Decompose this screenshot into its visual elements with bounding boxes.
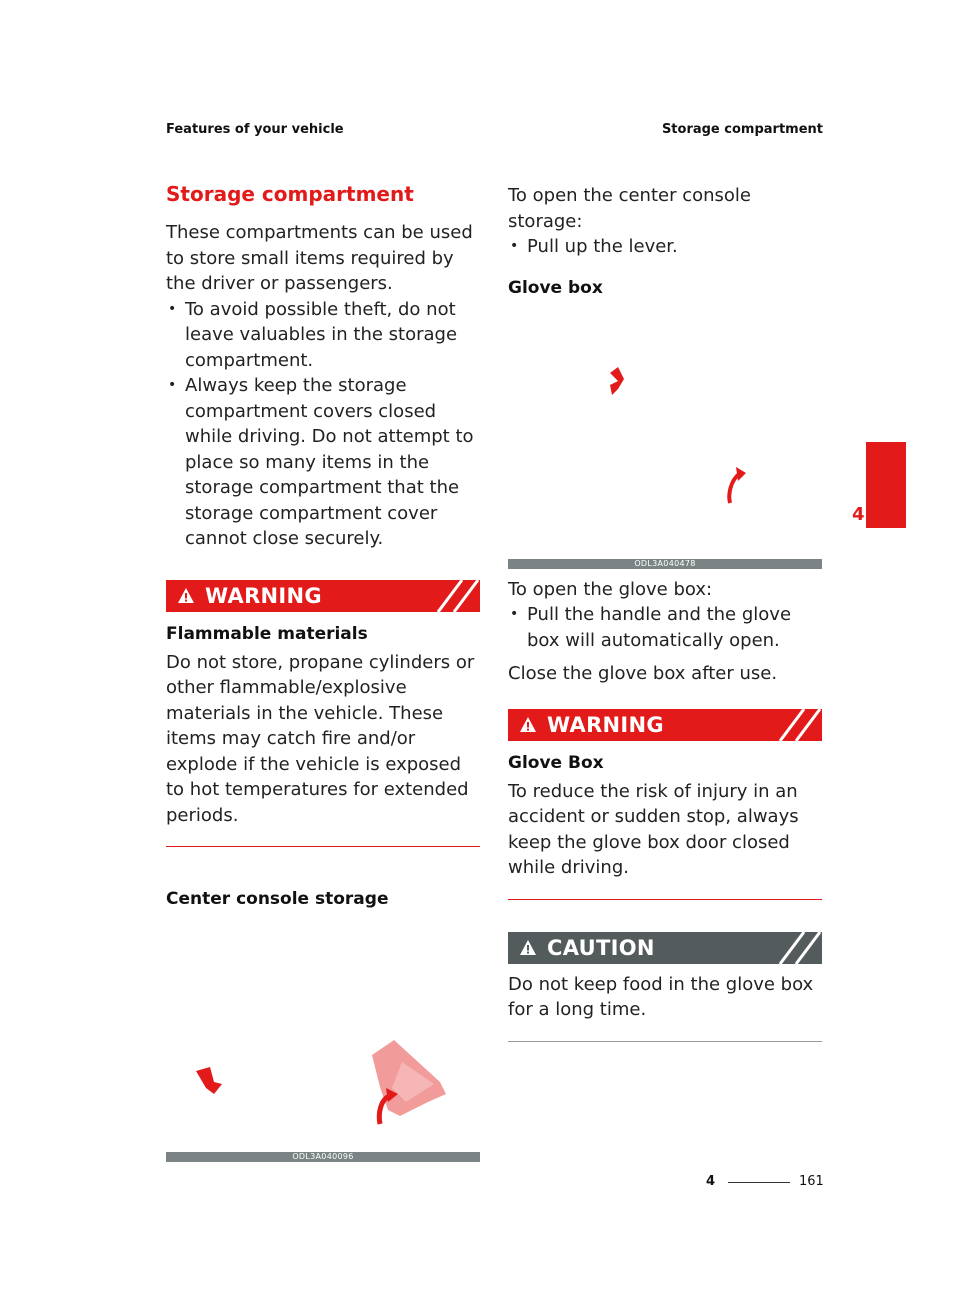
center-console-intro: To open the center console storage: (508, 185, 751, 232)
warning-text: To reduce the risk of injury in an accident or sudden stop, always keep the glove box door closed while driving. (508, 780, 799, 878)
storage-intro: These compartments can be used to store small items required by the driver or passengers. (166, 222, 473, 294)
storage-bullet-list (166, 297, 480, 552)
warning-icon (166, 587, 195, 604)
center-console-title: Center console storage (166, 889, 389, 909)
warning-text: Do not store, propane cylinders or other flammable/explosive materials in the vehicle. These items may catch fire and/or explode if the vehicle is exposed to hot temperatures for extended periods. (166, 651, 475, 826)
warning-title: Flammable materials (166, 623, 368, 644)
center-console-bullet-list (508, 234, 822, 260)
list-item: • Pull up the lever. (508, 234, 822, 260)
glove-box-figure (508, 301, 822, 577)
list-item: • To avoid possible theft, do not leave valuables in the storage compartment. (166, 297, 480, 374)
right-column (508, 183, 822, 1042)
caution-end-rule (508, 1041, 822, 1042)
warning-icon (508, 716, 537, 733)
caution-banner (508, 932, 822, 964)
warning-title: Glove Box (508, 752, 604, 773)
figure-code: ODL3A040478 (508, 559, 822, 569)
left-column (166, 182, 480, 1172)
center-console-figure (166, 912, 480, 1172)
banner-slashes-graphic (432, 580, 480, 612)
banner-slashes-graphic (774, 932, 822, 964)
footer-page-number: 161 (799, 1174, 824, 1189)
footer-divider (728, 1182, 790, 1183)
glove-box-intro: To open the glove box: (508, 578, 713, 600)
glove-box-bullet-list (508, 602, 822, 653)
banner-slashes-graphic (774, 709, 822, 741)
glove-box-close-text: Close the glove box after use. (508, 663, 778, 684)
glove-box-illustration (508, 301, 822, 561)
glove-box-title: Glove box (508, 277, 603, 298)
chapter-side-number: 4 (852, 504, 865, 525)
figure-code: ODL3A040096 (166, 1152, 480, 1162)
warning-label: WARNING (547, 712, 664, 737)
caution-label: CAUTION (547, 935, 655, 960)
list-item: • Pull the handle and the glove box will automatically open. (508, 602, 822, 653)
footer-chapter-number: 4 (706, 1174, 716, 1189)
section-title: Storage compartment (166, 182, 414, 206)
list-item: • Always keep the storage compartment covers closed while driving. Do not attempt to place so many items in the storage compartment that the storage compartment cover cannot close securely. (166, 373, 480, 552)
running-header-chapter: Features of your vehicle (166, 122, 344, 137)
warning-banner (166, 580, 480, 612)
caution-icon (508, 939, 537, 956)
center-console-illustration (166, 912, 480, 1162)
running-header-section: Storage compartment (661, 122, 823, 137)
chapter-side-tab (866, 442, 906, 528)
caution-text: Do not keep food in the glove box for a long time. (508, 973, 814, 1020)
warning-label: WARNING (205, 583, 322, 608)
warning-banner (508, 709, 822, 741)
